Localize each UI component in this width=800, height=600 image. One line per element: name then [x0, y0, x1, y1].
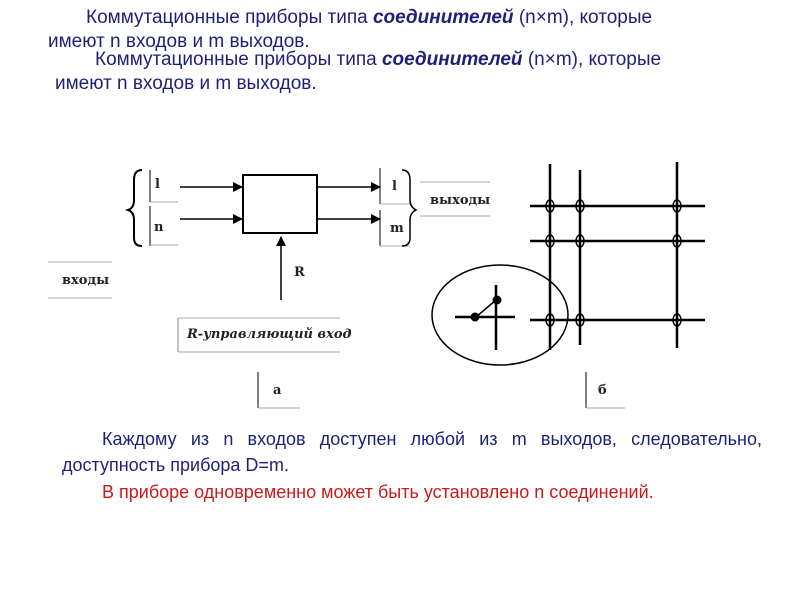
control-letter: R: [294, 265, 305, 280]
svg-text:б: б: [598, 383, 607, 398]
input-brace: [128, 170, 142, 246]
svg-text:выходы: выходы: [430, 193, 491, 208]
crosspoints: [546, 200, 681, 326]
title-line2: имеют n входов и m выходов.: [55, 73, 317, 94]
zoom-contact-right: [493, 296, 501, 304]
caption-a: [258, 372, 300, 408]
svg-text:l: l: [155, 177, 160, 192]
title-line1: Коммутационные приборы типа соединителей (n×m), которые: [95, 49, 662, 70]
svg-text:m: m: [390, 221, 404, 236]
page-title: [55, 48, 755, 96]
paragraph-accessibility: Каждому из n входов доступен любой из m выходов, следовательно, доступность прибора D=m.: [62, 429, 762, 475]
output-label-top: [380, 168, 410, 204]
inputs-label: [48, 262, 112, 298]
caption-b: [586, 372, 625, 408]
outputs-label: [420, 182, 490, 216]
svg-text:n: n: [154, 220, 164, 235]
connector-diagram: [0, 140, 800, 415]
title-shadow-line2: имеют n входов и m выходов.: [48, 31, 310, 52]
zoom-switch-contact: [476, 300, 496, 317]
title-emphasis: соединителей: [381, 49, 523, 70]
input-label-bottom: [150, 206, 178, 246]
title-shadow-emphasis: соединителей: [372, 7, 514, 28]
control-label: [178, 318, 352, 352]
diagram-a: [48, 168, 490, 408]
input-label-top: [150, 170, 178, 202]
output-brace: [402, 170, 416, 246]
output-label-bottom: [380, 210, 410, 246]
svg-text:l: l: [392, 179, 397, 194]
title-shadow: [48, 6, 788, 54]
svg-text:входы: входы: [62, 273, 110, 288]
title-shadow-line1: Коммутационные приборы типа соединителей (n×m), которые: [86, 7, 653, 28]
connector-box: [243, 175, 317, 233]
svg-text:а: а: [273, 383, 282, 398]
paragraph-connections: В приборе одновременно может быть установлено n соединений.: [102, 482, 654, 502]
svg-text:R-управляющий вход: R-управляющий вход: [187, 327, 352, 342]
zoom-contact-left: [471, 313, 479, 321]
